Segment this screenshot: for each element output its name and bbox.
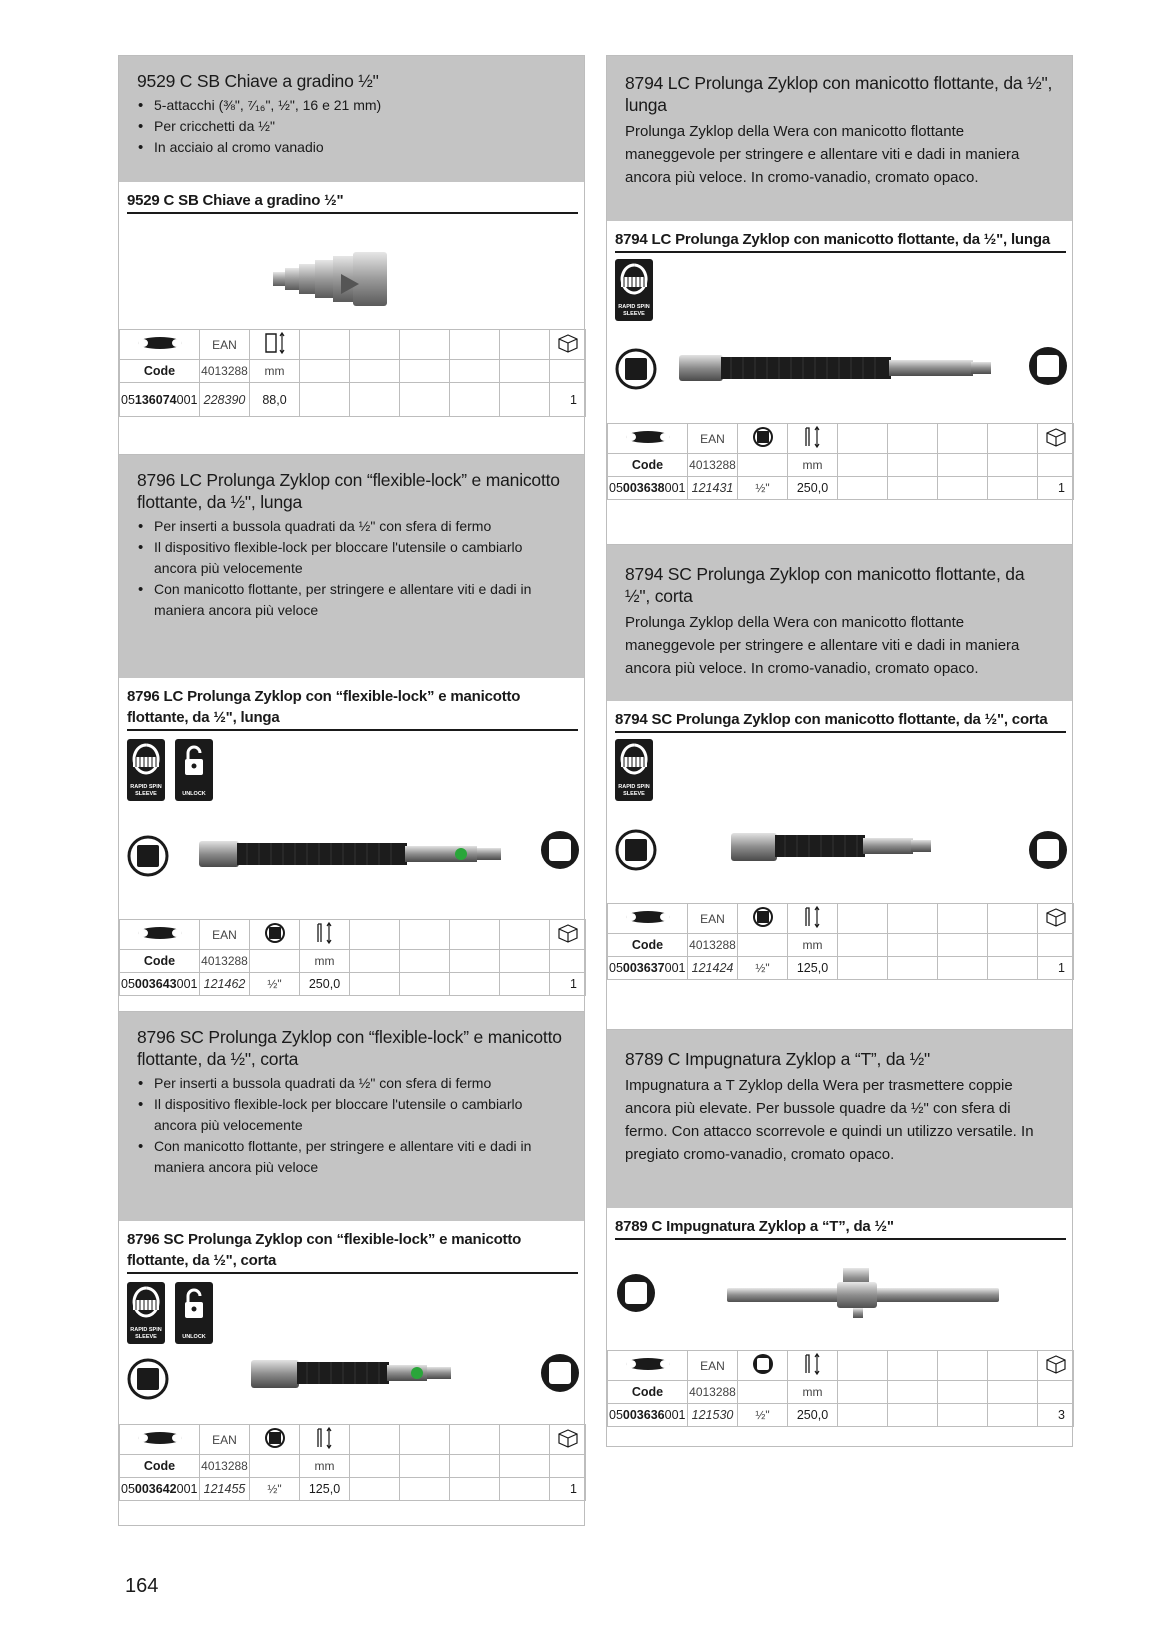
code-label: Code <box>120 360 200 383</box>
product-header <box>607 545 1072 701</box>
product-table <box>119 919 586 996</box>
code-icon <box>608 904 688 934</box>
product-table <box>119 329 586 417</box>
square-socket-icon <box>1027 345 1069 387</box>
product-header <box>119 455 584 678</box>
ean-header: EAN <box>688 424 738 454</box>
ean-prefix: 4013288 <box>200 360 250 383</box>
ean-header: EAN <box>688 1351 738 1381</box>
product-table <box>119 1424 586 1501</box>
code-icon <box>120 920 200 950</box>
product-header <box>607 56 1072 221</box>
ean-prefix: 4013288 <box>688 934 738 957</box>
square-socket-icon <box>738 1351 788 1381</box>
product-subtitle: 9529 C SB Chiave a gradino ½" <box>127 190 578 214</box>
square-drive-icon <box>615 348 657 390</box>
product-card-9529 <box>118 55 585 455</box>
square-socket-icon <box>1027 829 1069 871</box>
length-value: 125,0 <box>788 957 838 980</box>
ean-header: EAN <box>688 904 738 934</box>
product-header <box>119 56 584 182</box>
rapid-spin-badge: RAPID SPIN SLEEVE <box>615 259 653 321</box>
product-header <box>119 1012 584 1221</box>
code-icon <box>120 1425 200 1455</box>
unlock-badge: UNLOCK <box>175 1282 213 1344</box>
pack-qty: 1 <box>1038 957 1074 980</box>
rapid-spin-badge: RAPID SPIN SLEEVE <box>615 739 653 801</box>
product-image <box>127 214 578 329</box>
extension-image <box>249 1356 459 1392</box>
pack-qty: 3 <box>1038 1404 1074 1427</box>
square-drive-icon <box>127 1358 169 1400</box>
square-drive-icon <box>738 904 788 934</box>
code-label: Code <box>608 934 688 957</box>
product-title: 8794 SC Prolunga Zyklop con manicotto flottante, da ½", corta <box>625 564 1025 606</box>
pack-qty: 1 <box>550 1478 586 1501</box>
product-table <box>607 903 1074 980</box>
product-image <box>615 1240 1066 1350</box>
page-number: 164 <box>125 1575 159 1597</box>
length-value: 250,0 <box>788 1404 838 1427</box>
square-socket-icon <box>539 1352 581 1394</box>
ean-prefix: 4013288 <box>200 950 250 973</box>
product-card-8796lc <box>118 454 585 1012</box>
square-socket-icon <box>615 1272 657 1314</box>
bullet-list <box>137 516 566 621</box>
article-code: 05136074001 <box>120 383 200 417</box>
ean-prefix: 4013288 <box>688 454 738 477</box>
extension-image <box>677 351 997 387</box>
pack-qty: 1 <box>1038 477 1074 500</box>
article-code: 05003637001 <box>608 957 688 980</box>
product-table <box>607 423 1074 500</box>
product-table <box>607 1350 1074 1427</box>
product-subtitle: 8794 SC Prolunga Zyklop con manicotto flottante, da ½", corta <box>615 709 1066 733</box>
extension-image <box>729 829 939 865</box>
product-description: Impugnatura a T Zyklop della Wera per trasmettere coppie ancora più elevate. Per bussole quadre da ½" con sfera di fermo. Con attacco scorrevole e quindi un utilizzo versatile. In pregiato cromo-vanadio, cromato opaco. <box>625 1077 1034 1163</box>
product-image <box>615 733 1066 903</box>
product-card-8789 <box>606 1029 1073 1447</box>
square-drive-icon <box>250 1425 300 1455</box>
product-header <box>607 1030 1072 1208</box>
bullet: • Per inserti a bussola quadrati da ½" con sfera di fermo <box>137 1073 566 1094</box>
product-title: 9529 C SB Chiave a gradino ½" <box>137 71 379 91</box>
product-subtitle: 8794 LC Prolunga Zyklop con manicotto flottante, da ½", lunga <box>615 229 1066 253</box>
bullet-list <box>137 95 566 158</box>
length-icon <box>250 330 300 360</box>
t-handle-image <box>725 1264 1015 1324</box>
package-icon <box>550 920 586 950</box>
code-label: Code <box>608 454 688 477</box>
code-icon <box>608 1351 688 1381</box>
square-drive-icon <box>250 920 300 950</box>
ean-header: EAN <box>200 330 250 360</box>
drive-size: ½" <box>250 1478 300 1501</box>
length-value: 125,0 <box>300 1478 350 1501</box>
product-body <box>607 701 1072 980</box>
product-body <box>119 678 584 996</box>
length-icon <box>300 1425 350 1455</box>
mm-label: mm <box>788 934 838 957</box>
product-body <box>119 182 584 417</box>
ean-code: 121455 <box>200 1478 250 1501</box>
mm-label: mm <box>788 1381 838 1404</box>
product-title: 8789 C Impugnatura Zyklop a “T”, da ½" <box>625 1049 931 1069</box>
package-icon <box>1038 1351 1074 1381</box>
extension-image <box>197 837 507 873</box>
bullet: • In acciaio al cromo vanadio <box>137 137 566 158</box>
step-drill-image <box>127 214 587 329</box>
bullet-list <box>137 1073 566 1178</box>
drive-size: ½" <box>250 973 300 996</box>
square-drive-icon <box>615 829 657 871</box>
bullet: • Il dispositivo flexible-lock per bloccare l'utensile o cambiarlo ancora più velocemente <box>137 1094 566 1136</box>
pack-qty: 1 <box>550 973 586 996</box>
length-value: 250,0 <box>788 477 838 500</box>
mm-label: mm <box>300 950 350 973</box>
product-title: 8796 SC Prolunga Zyklop con “flexible-lock” e manicotto flottante, da ½", corta <box>137 1027 562 1069</box>
unlock-badge: UNLOCK <box>175 739 213 801</box>
package-icon <box>550 330 586 360</box>
code-label: Code <box>120 1455 200 1478</box>
ean-header: EAN <box>200 1425 250 1455</box>
product-subtitle: 8796 LC Prolunga Zyklop con “flexible-lock” e manicotto flottante, da ½", lunga <box>127 686 578 731</box>
product-image <box>127 731 578 919</box>
article-code: 05003636001 <box>608 1404 688 1427</box>
product-subtitle: 8789 C Impugnatura Zyklop a “T”, da ½" <box>615 1216 1066 1240</box>
mm-label: mm <box>250 360 300 383</box>
product-body <box>119 1221 584 1501</box>
product-card-8796sc <box>118 1011 585 1526</box>
mm-label: mm <box>300 1455 350 1478</box>
product-title: 8794 LC Prolunga Zyklop con manicotto flottante, da ½", lunga <box>625 73 1053 115</box>
ean-code: 121530 <box>688 1404 738 1427</box>
ean-prefix: 4013288 <box>200 1455 250 1478</box>
article-code: 05003643001 <box>120 973 200 996</box>
package-icon <box>550 1425 586 1455</box>
bullet: • 5-attacchi (⅜", ⁷⁄₁₆", ½", 16 e 21 mm) <box>137 95 566 116</box>
bullet: • Il dispositivo flexible-lock per bloccare l'utensile o cambiarlo ancora più velocemente <box>137 537 566 579</box>
length-icon <box>788 904 838 934</box>
product-image <box>615 253 1066 423</box>
rapid-spin-badge: RAPID SPIN SLEEVE <box>127 1282 165 1344</box>
bullet: • Per cricchetti da ½" <box>137 116 566 137</box>
product-card-8794lc <box>606 55 1073 545</box>
bullet: • Per inserti a bussola quadrati da ½" con sfera di fermo <box>137 516 566 537</box>
drive-size: ½" <box>738 477 788 500</box>
package-icon <box>1038 904 1074 934</box>
drive-size: ½" <box>738 957 788 980</box>
ean-code: 121462 <box>200 973 250 996</box>
bullet: • Con manicotto flottante, per stringere e allentare viti e dadi in maniera ancora più veloce <box>137 579 566 621</box>
bullet: • Con manicotto flottante, per stringere e allentare viti e dadi in maniera ancora più veloce <box>137 1136 566 1178</box>
product-image <box>127 1274 578 1424</box>
square-socket-icon <box>539 829 581 871</box>
ean-code: 121424 <box>688 957 738 980</box>
length-value: 250,0 <box>300 973 350 996</box>
product-card-8794sc <box>606 544 1073 1030</box>
code-icon <box>120 330 200 360</box>
length-icon <box>300 920 350 950</box>
product-body <box>607 221 1072 500</box>
square-drive-icon <box>738 424 788 454</box>
product-subtitle: 8796 SC Prolunga Zyklop con “flexible-lock” e manicotto flottante, da ½", corta <box>127 1229 578 1274</box>
article-code: 05003642001 <box>120 1478 200 1501</box>
package-icon <box>1038 424 1074 454</box>
ean-code: 121431 <box>688 477 738 500</box>
code-icon <box>608 424 688 454</box>
code-label: Code <box>608 1381 688 1404</box>
drive-size: ½" <box>738 1404 788 1427</box>
length-value: 88,0 <box>250 383 300 417</box>
product-body <box>607 1208 1072 1427</box>
ean-prefix: 4013288 <box>688 1381 738 1404</box>
square-drive-icon <box>127 835 169 877</box>
article-code: 05003638001 <box>608 477 688 500</box>
ean-code: 228390 <box>200 383 250 417</box>
pack-qty: 1 <box>550 383 586 417</box>
product-title: 8796 LC Prolunga Zyklop con “flexible-lock” e manicotto flottante, da ½", lunga <box>137 470 560 512</box>
length-icon <box>788 424 838 454</box>
product-description: Prolunga Zyklop della Wera con manicotto flottante maneggevole per stringere e allentare viti e dadi in maniera ancora più veloce. In cromo-vanadio, cromato opaco. <box>625 123 1020 186</box>
code-label: Code <box>120 950 200 973</box>
mm-label: mm <box>788 454 838 477</box>
length-icon <box>788 1351 838 1381</box>
product-description: Prolunga Zyklop della Wera con manicotto flottante maneggevole per stringere e allentare viti e dadi in maniera ancora più veloce. In cromo-vanadio, cromato opaco. <box>625 614 1020 677</box>
ean-header: EAN <box>200 920 250 950</box>
rapid-spin-badge: RAPID SPIN SLEEVE <box>127 739 165 801</box>
